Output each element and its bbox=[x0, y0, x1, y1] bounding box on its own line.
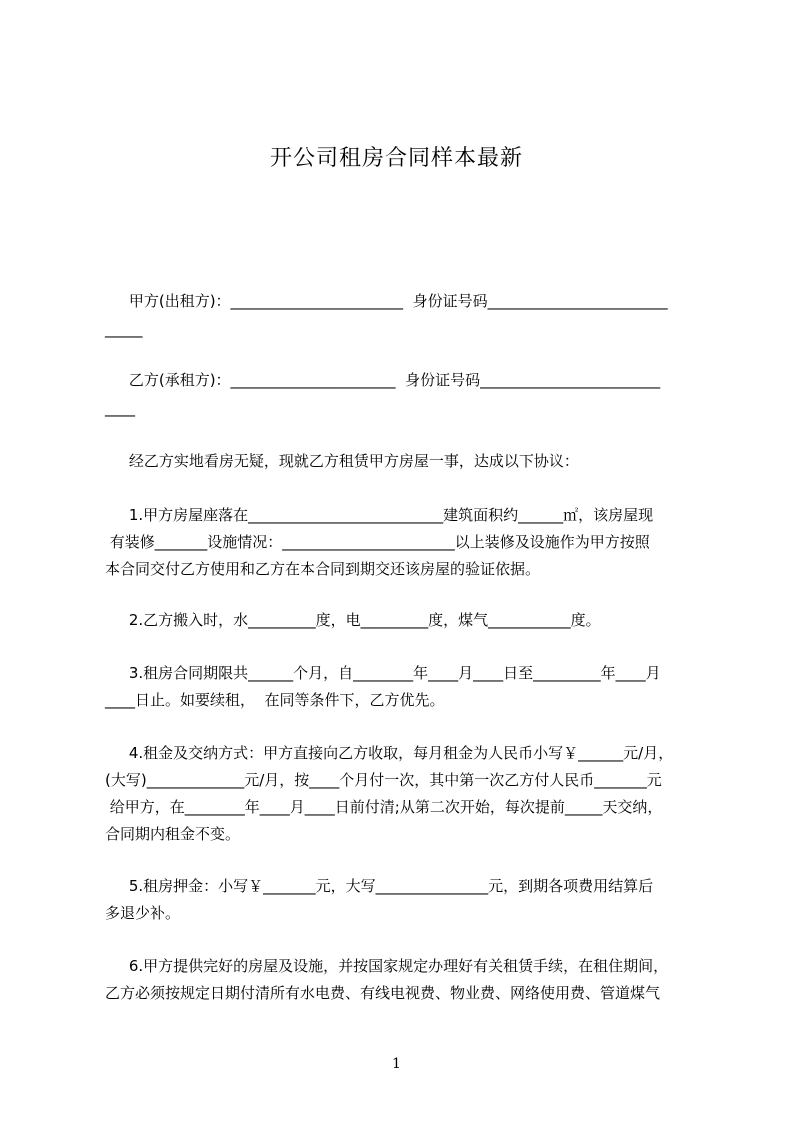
clause-6-line-1: 6.甲方提供完好的房屋及设施，并按国家规定办理好有关租赁手续，在租住期间， bbox=[105, 957, 669, 975]
clause-3-line-1: 3.租房合同期限共______个月，自________年____月____日至_________年____月 bbox=[105, 664, 661, 682]
clause-4-line-1: 4.租金及交纳方式：甲方直接向乙方收取，每月租金为人民币小写￥______元/月， bbox=[105, 744, 674, 762]
clause-1-line-3: 本合同交付乙方使用和乙方在本合同到期交还该房屋的验证依据。 bbox=[105, 560, 541, 578]
intro-paragraph: 经乙方实地看房无疑，现就乙方租赁甲方房屋一事，达成以下协议： bbox=[105, 452, 579, 470]
clause-4-line-4: 合同期内租金不变。 bbox=[105, 825, 241, 843]
clause-6-line-2: 乙方必须按规定日期付清所有水电费、有线电视费、物业费、网络使用费、管道煤气 bbox=[105, 984, 661, 1002]
clause-1-line-1: 1.甲方房屋座落在__________________________建筑面积约______㎡，该房屋现 bbox=[105, 506, 654, 524]
page-title: 开公司租房合同样本最新 bbox=[269, 146, 523, 171]
clause-4-line-3: 给甲方，在________年____月____日前付清;从第二次开始，每次提前_____天交纳， bbox=[105, 798, 663, 816]
clause-2-line-1: 2.乙方搬入时，水_________度，电_________度，煤气___________度。 bbox=[105, 611, 601, 629]
clause-3-line-2: ____日止。如要续租， 在同等条件下，乙方优先。 bbox=[105, 691, 445, 709]
clause-5-line-2: 多退少补。 bbox=[105, 904, 181, 922]
clause-1-line-2: 有装修_______设施情况：_______________________以上装修及设施作为甲方按照 bbox=[105, 533, 650, 551]
clause-4-line-2: (大写)_____________元/月，按____个月付一次，其中第一次乙方付人民币_______元 bbox=[105, 771, 662, 789]
party-b-line-cont: ____ bbox=[105, 399, 135, 417]
party-b-line: 乙方(承租方)：______________________ 身份证号码________________________ bbox=[105, 371, 661, 389]
party-a-line-cont: _____ bbox=[105, 320, 143, 338]
clause-5-line-1: 5.租房押金：小写￥_______元，大写_______________元，到期各项费用结算后 bbox=[105, 877, 654, 895]
party-a-line: 甲方(出租方)：_______________________ 身份证号码________________________ bbox=[105, 292, 668, 310]
page-number: 1 bbox=[392, 1056, 401, 1072]
